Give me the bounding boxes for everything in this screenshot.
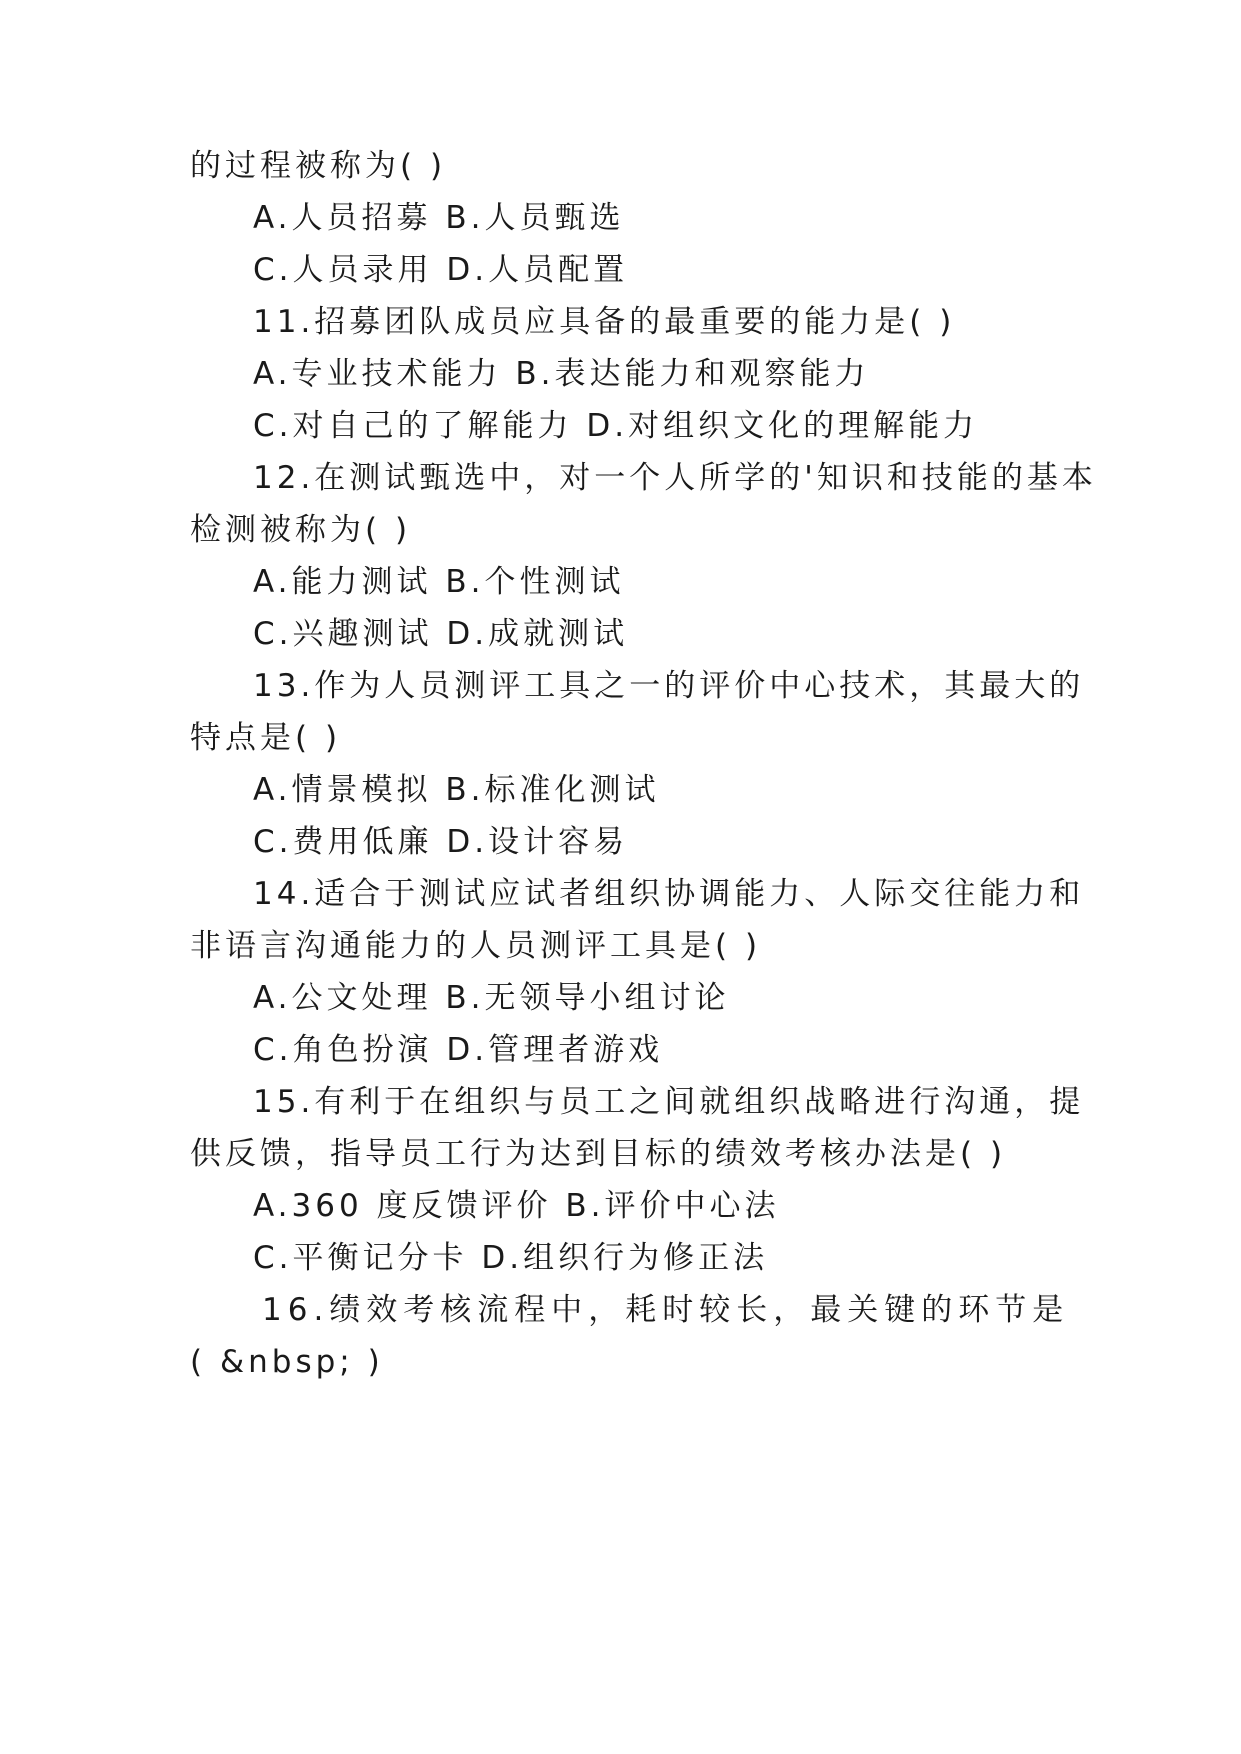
- q14-options-cd: C.角色扮演 D.管理者游戏: [253, 1032, 664, 1068]
- q11-stem: 11.招募团队成员应具备的最重要的能力是( ): [253, 304, 956, 340]
- q16-stem-line1: 16.绩效考核流程中，耗时较长，最关键的环节是: [262, 1292, 1070, 1328]
- q15-stem-line2: 供反馈，指导员工行为达到目标的绩效考核办法是( ): [190, 1136, 1007, 1172]
- q15-options-cd: C.平衡记分卡 D.组织行为修正法: [253, 1240, 769, 1276]
- q16-stem-line2: ( &nbsp; ): [190, 1344, 384, 1380]
- q12-stem-line1: 12.在测试甄选中，对一个人所学的'知识和技能的基本: [253, 460, 1097, 496]
- q10-options-cd: C.人员录用 D.人员配置: [253, 252, 629, 288]
- q14-options-ab: A.公文处理 B.无领导小组讨论: [253, 980, 730, 1016]
- q13-options-cd: C.费用低廉 D.设计容易: [253, 824, 629, 860]
- q13-stem-line2: 特点是( ): [190, 720, 342, 756]
- q14-stem-line1: 14.适合于测试应试者组织协调能力、人际交往能力和: [253, 876, 1085, 912]
- q14-stem-line2: 非语言沟通能力的人员测评工具是( ): [190, 928, 762, 964]
- q10-options-ab: A.人员招募 B.人员甄选: [253, 200, 625, 236]
- q13-options-ab: A.情景模拟 B.标准化测试: [253, 772, 660, 808]
- q11-options-cd: C.对自己的了解能力 D.对组织文化的理解能力: [253, 408, 979, 444]
- q15-options-ab: A.360 度反馈评价 B.评价中心法: [253, 1188, 780, 1224]
- q12-options-ab: A.能力测试 B.个性测试: [253, 564, 625, 600]
- q10-continuation: 的过程被称为( ): [190, 148, 447, 184]
- q12-stem-line2: 检测被称为( ): [190, 512, 412, 548]
- q12-options-cd: C.兴趣测试 D.成就测试: [253, 616, 629, 652]
- q11-options-ab: A.专业技术能力 B.表达能力和观察能力: [253, 356, 870, 392]
- q13-stem-line1: 13.作为人员测评工具之一的评价中心技术，其最大的: [253, 668, 1085, 704]
- q15-stem-line1: 15.有利于在组织与员工之间就组织战略进行沟通，提: [253, 1084, 1085, 1120]
